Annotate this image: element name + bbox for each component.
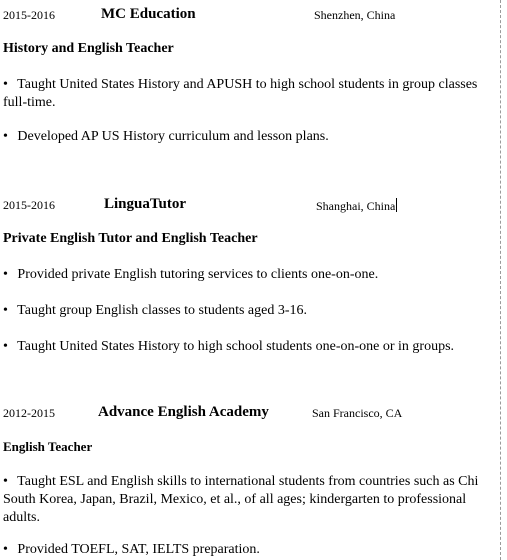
entry-3-role: English Teacher <box>3 439 93 454</box>
entry-2-bullet-2-line-1: Taught group English classes to students aged 3-16. <box>17 303 308 318</box>
entry-2-role: Private English Tutor and English Teacher <box>3 231 258 246</box>
entry-2-location <box>316 198 397 214</box>
entry-1-role: History and English Teacher <box>3 41 174 56</box>
entry-1-bullet-1-line-1: Taught United States History and APUSH to high school students in group classes <box>17 77 478 92</box>
entry-2-bullet-2 <box>3 302 307 320</box>
entry-1-bullet-2-line-1: Developed AP US History curriculum and lesson plans. <box>17 129 329 144</box>
entry-3-location: San Francisco, CA <box>312 406 403 420</box>
bullet-glyph: • <box>3 474 8 489</box>
entry-3-bullet-1-line-2: South Korea, Japan, Brazil, Mexico, et al., of all ages; kindergarten to professional <box>3 492 467 507</box>
entry-3-bullet-2-line-1: Provided TOEFL, SAT, IELTS preparation. <box>17 542 260 557</box>
bullet-glyph: • <box>3 339 8 354</box>
entry-1-bullet-1 <box>3 76 477 112</box>
entry-2-location-text: Shanghai, China <box>316 199 396 213</box>
entry-3-bullet-1-line-3: adults. <box>3 510 40 525</box>
entry-2-bullet-1 <box>3 266 378 284</box>
entry-1-location: Shenzhen, China <box>314 8 396 22</box>
entry-3-bullet-1-line-1: Taught ESL and English skills to international students from countries such as Chi <box>17 474 479 489</box>
entry-3-organization: Advance English Academy <box>98 404 269 420</box>
entry-1-dates: 2015-2016 <box>3 8 55 22</box>
page-margin-guide <box>500 0 501 560</box>
bullet-glyph: • <box>3 542 8 557</box>
entry-2-bullet-3-line-1: Taught United States History to high school students one-on-one or in groups. <box>17 339 455 354</box>
bullet-glyph: • <box>3 267 8 282</box>
entry-2-organization: LinguaTutor <box>104 196 186 212</box>
bullet-glyph: • <box>3 129 8 144</box>
bullet-glyph: • <box>3 303 8 318</box>
entry-3-bullet-1 <box>3 473 478 527</box>
entry-1-organization: MC Education <box>101 6 196 22</box>
entry-3-bullet-2 <box>3 541 260 559</box>
entry-2-bullet-1-line-1: Provided private English tutoring services to clients one-on-one. <box>17 267 379 282</box>
entry-1-bullet-2 <box>3 128 329 146</box>
entry-1-bullet-1-line-2: full-time. <box>3 95 56 110</box>
bullet-glyph: • <box>3 77 8 92</box>
entry-2-dates: 2015-2016 <box>3 198 55 212</box>
entry-3-dates: 2012-2015 <box>3 406 55 420</box>
text-cursor <box>396 198 397 212</box>
entry-2-bullet-3 <box>3 338 454 356</box>
